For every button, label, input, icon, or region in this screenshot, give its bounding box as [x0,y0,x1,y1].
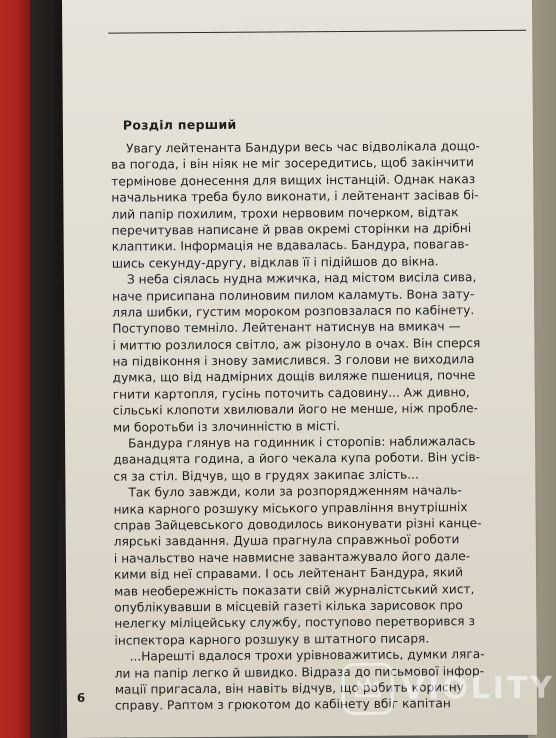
chapter-title: Розділ перший [122,116,237,133]
text-line: перечитував написане й рвав окремі сторінки на дрібні [111,221,472,238]
crown-icon [353,674,383,704]
header-rule [108,30,526,34]
text-line: шись секунду-другу, відклав її і підійшов до вікна. [111,254,439,271]
book-cover-edge [0,0,30,738]
text-line: ся за стіл. Відчув, що в грудях закипає злість... [113,467,419,484]
text-line: лий папір похилим, трохи нервовим почерком, відтак [111,204,459,222]
text-line: мав необережність показати свій журналістський хист, [114,581,475,599]
text-line: Увагу лейтенанта Бандури весь час відволікала дощо- [125,139,480,156]
text-line: справу. Раптом з грюкотом до кабінету вбіг капітан [114,696,451,713]
text-line: інспектора карного розшуку в штатного писаря. [114,631,430,648]
violity-logo-icon [342,663,394,715]
text-line: термінове донесення для вищих інстанцій. Однак наказ [111,171,476,189]
text-line: думка, що від надмірних дощів виляже пшениця, почне [112,368,476,386]
text-line: справ Зайцевського доводилось виконувати різні канце- [113,516,482,533]
text-line: клаптики. Інформація не вдавалась. Бандура, повагав- [111,237,470,255]
text-line: нелегку міліцейську службу, поступово перетворився з [114,614,476,631]
text-line: З неба сіялась нудна мжичка, над містом висіла сива, [126,270,477,287]
text-line: на підвіконня і знову замислився. З голови не виходила [112,352,475,369]
text-line: і начальство наче навмисне завантажувало його дале- [113,548,471,566]
text-line: дванадцята година, а його чекала купа роботи. Він усів- [113,450,481,468]
text-line: начальника треба було виконати, і лейтенант засівав бі- [111,188,479,205]
text-line: лярські завдання. Душа прагнула справжньої роботи [113,532,460,550]
page-number: 6 [76,690,86,705]
text-line: Поступово темніло. Лейтенант натиснув на вмикач — [112,319,461,336]
text-line: ника карного розшуку міського управління внутрішніх [113,499,468,517]
book-page [62,0,556,738]
watermark [342,658,556,718]
watermark-text: VIOLITY [401,670,556,707]
text-line: сільські клопоти хвилювали його не менше, ніж пробле- [112,401,479,418]
body-text [111,138,549,715]
text-line: ...Нарешті вдалося трохи урівноважитись, думки ляга- [129,647,485,664]
text-line: ли на папір легко й швидко. Відраза до письмової інфор- [114,663,485,681]
text-line: кими від неї справами. І ось лейтенант Бандура, який [113,565,464,582]
text-line: і миттю розлилося світло, аж різонуло в очах. Він сперся [112,335,481,353]
text-line: ляла шибки, густим мороком розповзалася по кабінету. [112,303,475,320]
text-line: мації пригасала, він навіть відчув, що робить корисну [114,680,465,697]
text-line: опублікувавши в місцевій газеті кілька зарисовок про [114,598,463,615]
text-line: гнити картопля, гусінь поточить садовину... Аж дивно, [112,385,470,402]
text-line: ва погода, і він ніяк не міг зосередитись, щоб закінчити [111,155,474,173]
text-line: наче присипана полиновим пилом каламуть. Вона зату- [112,286,475,304]
text-line: Так було завжди, коли за розпорядженням началь- [128,483,462,500]
text-line: ми боротьби із злочинністю в місті. [112,418,341,435]
text-line: Бандура глянув на годинник і сторопів: наближалась [128,434,476,451]
